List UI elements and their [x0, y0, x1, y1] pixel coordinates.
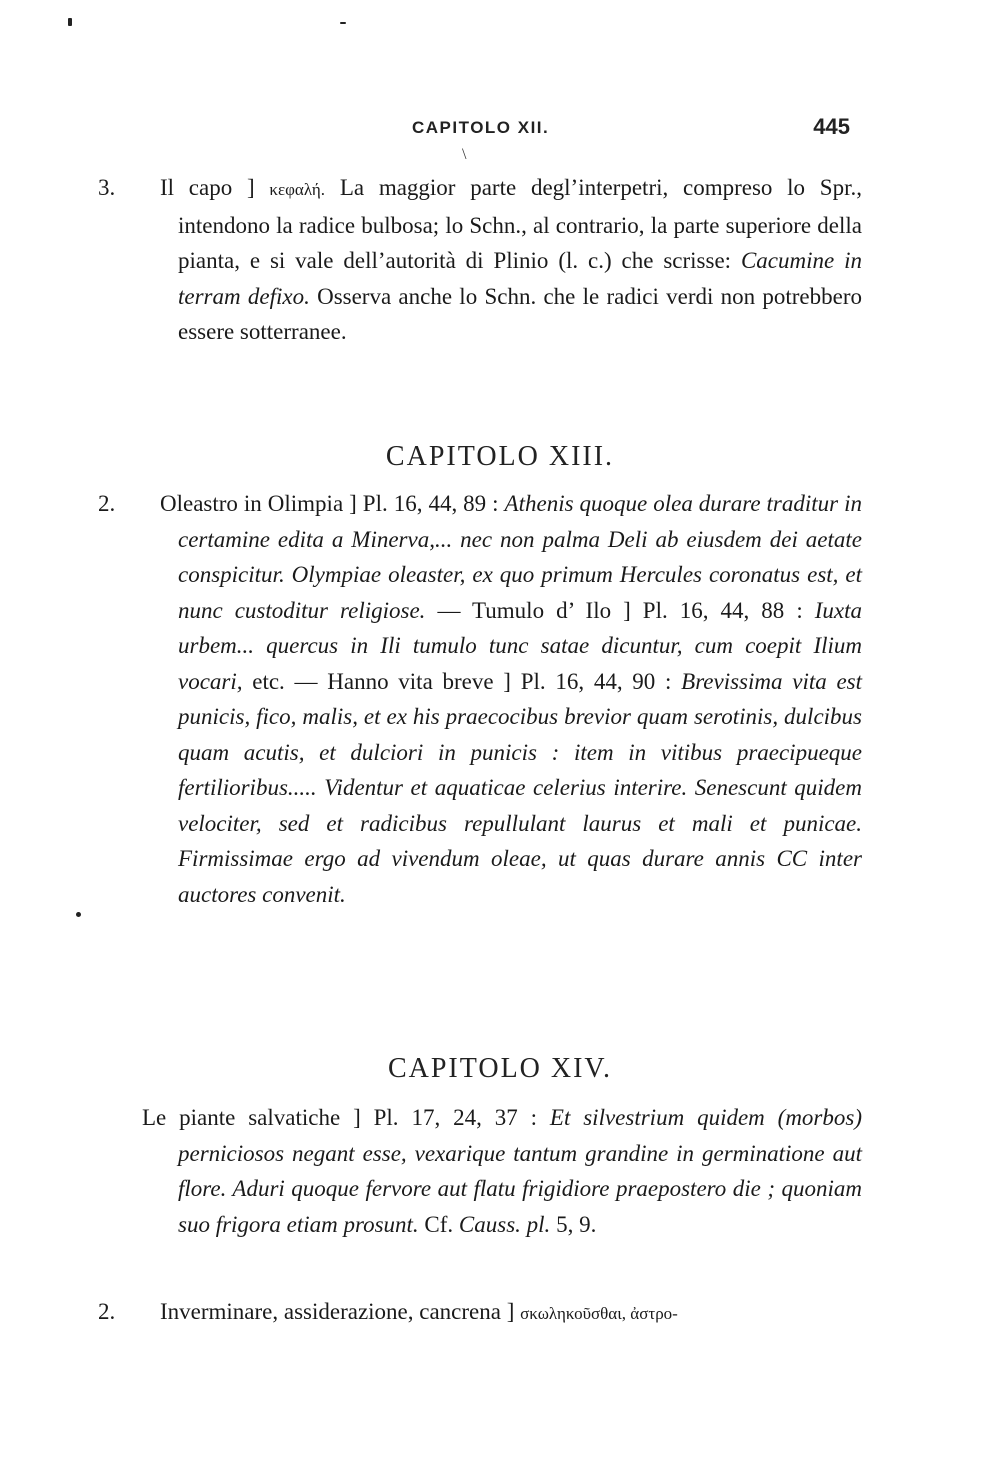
latin-quote: Athenis quoque olea durare traditur in certamine edita a Minerva,... nec non palma Deli ab eiusdem dei aetate conspicitur. Olympiae oleaster, ex quo primum Hercules coronatus est, et nunc custoditur religiose.: [178, 491, 862, 623]
latin-quote: Iuxta urbem... quercus in Ili tumulo tunc satae dicuntur, cum coepit Ilium vocari,: [178, 597, 863, 694]
chapter-heading: CAPITOLO XIV.: [387, 1053, 613, 1085]
note-text: Osserva anche lo Schn. che le radici verdi non potrebbero essere sotterranee.: [178, 283, 863, 344]
note-number: 2.: [98, 1299, 116, 1324]
latin-quote: Brevissima vita est punicis, fico, malis, et ex his praecocibus brevior quam serotinis, dulcibus quam acutis, et dulciori in punicis : item in vitibus praecipueque fertilioribus..... Videntur et aquaticae celerius interire. Senescunt quidem velociter, sed et radicibus repullulant laurus et mali et punicae. Firmissimae ergo ad vivendum oleae, ut quas durare annis CC inter auctores convenit.: [178, 668, 863, 907]
note-lemma: Il capo ]: [160, 175, 270, 200]
work-title: Causs. pl.: [458, 1211, 551, 1237]
note-lemma: etc. — Hanno vita breve ] Pl. 16, 44, 90 :: [242, 668, 682, 694]
note-paragraph: [98, 486, 863, 912]
note-lemma: Le piante salvatiche ] Pl. 17, 24, 37 :: [142, 1105, 550, 1130]
note-text: 5, 9.: [550, 1211, 597, 1237]
chapter-14-note-1: [142, 1100, 862, 1242]
note-number: 2.: [98, 491, 116, 516]
ink-speck: [68, 18, 72, 26]
chapter-13-note-2: [98, 486, 863, 912]
note-paragraph: [142, 1100, 862, 1242]
note-paragraph: [98, 1294, 862, 1332]
greek-text: σκωληκοῦσθαι, ἀστρο-: [520, 1304, 678, 1323]
running-head: [0, 116, 1000, 146]
note-3: [98, 170, 863, 350]
latin-quote: Et silvestrium quidem (morbos) perniciosos negant esse, vexarique tantum grandine in germinatione aut flore. Aduri quoque fervore aut flatu frigidiore praepostero die ; quoniam suo frigora etiam prosunt.: [178, 1105, 862, 1237]
running-head-title: CAPITOLO XII.: [412, 118, 550, 137]
latin-quote: Cacumine in terram defixo.: [178, 248, 862, 309]
note-number: 3.: [98, 175, 116, 200]
chapter-14-note-2: [98, 1294, 862, 1332]
note-paragraph: [98, 170, 863, 350]
ink-speck: [76, 912, 81, 917]
note-text: La maggior parte degl’interpetri, compreso lo Spr., intendono la radice bulbosa; lo Schn., al contrario, la parte superiore della pianta, e si vale dell’autorità di Plinio (l. c.) che scrisse:: [178, 175, 862, 273]
note-lemma: Inverminare, assiderazione, cancrena ]: [160, 1299, 521, 1324]
page-number: 445: [813, 114, 850, 139]
note-lemma: Oleastro in Olimpia ] Pl. 16, 44, 89 :: [160, 491, 505, 516]
note-lemma: — Tumulo d’ Ilo ] Pl. 16, 44, 88 :: [425, 597, 815, 623]
greek-text: κεφαλή.: [269, 180, 326, 199]
note-text: Cf.: [418, 1211, 459, 1237]
ink-mark: \: [462, 146, 467, 163]
ink-speck: [340, 22, 346, 24]
chapter-heading: CAPITOLO XIII.: [385, 441, 615, 473]
